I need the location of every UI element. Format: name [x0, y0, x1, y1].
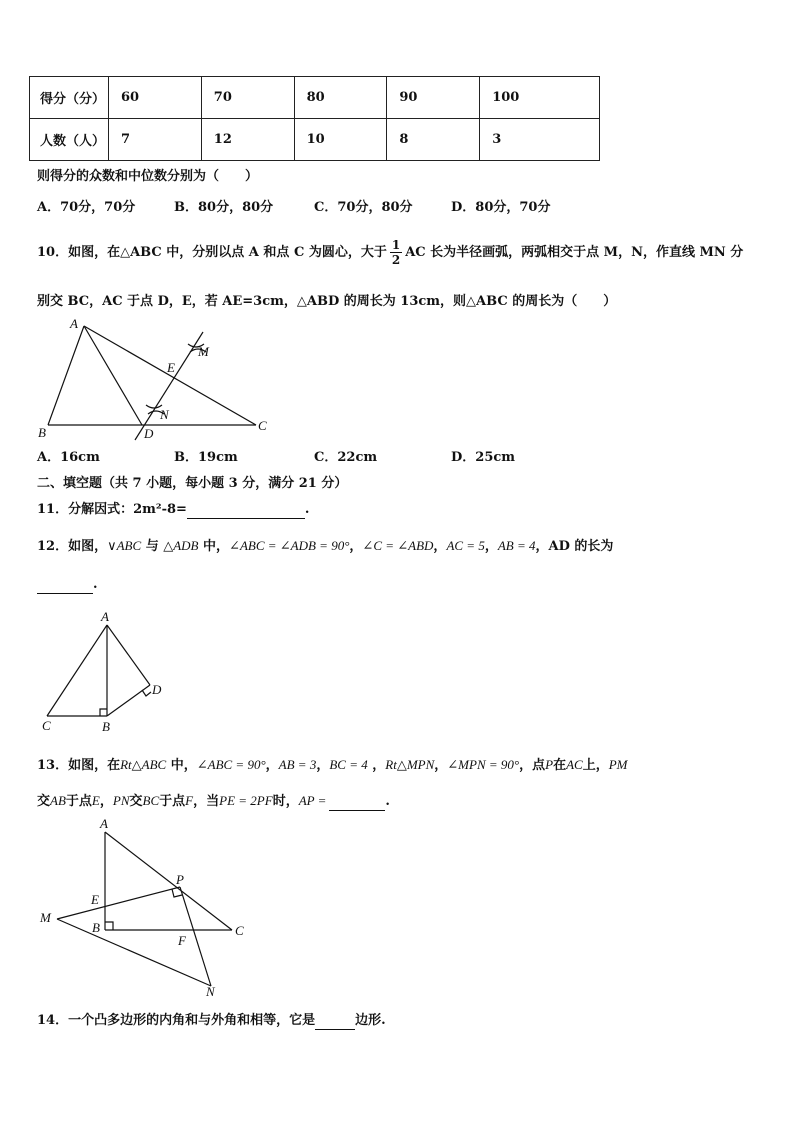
label-e: E	[167, 360, 175, 375]
q13-p: P	[545, 757, 554, 772]
label-a: A	[100, 816, 108, 831]
table-cell: 3	[480, 119, 600, 161]
q13-ang2: ∠MPN = 90°	[447, 757, 520, 772]
label-m: M	[198, 344, 209, 359]
q13-rt1: Rt△ABC	[120, 757, 167, 772]
q13-ab2: AB	[50, 793, 66, 808]
table-cell: 10	[294, 119, 387, 161]
q14-line	[37, 1012, 386, 1030]
q12-angles2: ∠C = ∠ABD	[362, 538, 434, 553]
q10-option-c: C．22cm	[314, 450, 378, 465]
q9-option-c: C．70分，80分	[314, 200, 413, 215]
q12-comma2: ，	[433, 539, 447, 554]
q12-mid1: 与	[141, 539, 164, 554]
label-a: A	[101, 609, 109, 624]
table-cell: 70	[201, 77, 294, 119]
fraction-numerator: 1	[391, 238, 401, 252]
q13-pre: 13．如图，在	[37, 758, 121, 773]
label-d: D	[144, 426, 154, 441]
q13-l2e: 时，	[272, 794, 299, 809]
q9-stem: 则得分的众数和中位数分别为（ ）	[37, 169, 259, 184]
table-cell: 80	[294, 77, 387, 119]
q13-m3: 在	[553, 758, 567, 773]
q13-ap: AP =	[298, 793, 327, 808]
q10-option-b: B．19cm	[174, 450, 238, 465]
q13-m1: 中，	[166, 758, 197, 773]
section-title: 二、填空题（共 7 小题，每小题 3 分，满分 21 分）	[37, 476, 348, 491]
q13-end: .	[385, 794, 390, 809]
q13-rt2: Rt△MPN	[385, 757, 435, 772]
table-row-header: 人数（人）	[30, 119, 109, 161]
q13-c2: ，	[316, 758, 330, 773]
q13-l2b: 于点	[65, 794, 92, 809]
label-c: C	[235, 923, 244, 938]
label-c: C	[42, 718, 51, 733]
q13-ac: AC	[566, 757, 583, 772]
q13-f: F	[185, 793, 194, 808]
table-cell: 8	[387, 119, 480, 161]
q12-ac: AC = 5	[446, 538, 485, 553]
fraction-denominator: 2	[391, 253, 401, 267]
table-cell: 7	[109, 119, 202, 161]
q9-option-a: A．70分，70分	[37, 200, 136, 215]
q13-m2: ，点	[519, 758, 546, 773]
q13-pm: PM	[608, 757, 628, 772]
q12-tri2: △ADB	[163, 538, 199, 553]
table-cell: 12	[201, 119, 294, 161]
q13-ang1: ∠ABC = 90°	[196, 757, 266, 772]
label-d: D	[152, 682, 162, 697]
q10-line1-post: AC 长为半径画弧，两弧相交于点 M，N，作直线 MN 分	[405, 244, 744, 260]
q13-ab: AB = 3	[278, 757, 317, 772]
right-angle-b	[105, 922, 113, 930]
label-f: F	[178, 933, 186, 948]
table-row-header: 得分（分）	[30, 77, 109, 119]
q12-comma3: ，	[484, 539, 498, 554]
label-p: P	[176, 872, 184, 887]
q14-text: 14．一个凸多边形的内角和与外角和相等，它是	[37, 1013, 316, 1028]
q13-e: E	[91, 793, 100, 808]
q9-option-d: D．80分，70分	[451, 200, 551, 215]
table-cell: 90	[387, 77, 480, 119]
label-e: E	[91, 892, 99, 907]
q12-end: .	[93, 577, 98, 592]
q13-eq: PE = 2PF	[219, 793, 273, 808]
q13-c3: ，	[367, 758, 386, 773]
q13-pn: PN	[112, 793, 130, 808]
q12-angles: ∠ABC = ∠ADB = 90°	[229, 538, 350, 553]
q13-m4: 上，	[582, 758, 609, 773]
label-n: N	[206, 984, 215, 999]
q13-c4: ，	[434, 758, 448, 773]
label-b: B	[38, 425, 46, 440]
q13-l2a: 交	[37, 794, 51, 809]
label-a: A	[70, 316, 78, 331]
q13-l2d: 于点	[159, 794, 186, 809]
segment-mn	[57, 919, 211, 986]
table-cell: 100	[480, 77, 600, 119]
label-m: M	[40, 910, 51, 925]
label-b: B	[92, 920, 100, 935]
q12-pre: 12．如图，	[37, 539, 108, 554]
label-b: B	[102, 719, 110, 734]
q13-c1: ，	[265, 758, 279, 773]
q11-end: .	[304, 502, 310, 517]
q10-line2: 别交 BC，AC 于点 D，E，若 AE=3cm，△ABD 的周长为 13cm，则△ABC 的周长为（ ）	[37, 294, 617, 309]
q13-l2c: 交	[129, 794, 143, 809]
q13-c5: ，	[99, 794, 113, 809]
q11-text: 11．分解因式：2m²-8=	[37, 502, 187, 517]
q12-mid2: 中，	[198, 539, 230, 554]
table-cell: 60	[109, 77, 202, 119]
q14-end: 边形.	[355, 1013, 386, 1028]
label-n: N	[160, 407, 169, 422]
q10-option-d: D．25cm	[451, 450, 516, 465]
q12-post: ，AD 的长为	[535, 539, 614, 554]
answer-blank[interactable]	[315, 1015, 355, 1030]
q10-line1-pre: 10．如图，在△ABC 中，分别以点 A 和点 C 为圆心，大于	[37, 244, 387, 260]
segment-mp	[57, 887, 180, 919]
q12-tri1: ∨ABC	[107, 538, 142, 553]
label-c: C	[258, 418, 267, 433]
segment-ac	[105, 832, 232, 930]
q12-ab: AB = 4	[497, 538, 536, 553]
q13-bc2: BC	[142, 793, 160, 808]
q12-comma1: ，	[349, 539, 363, 554]
q13-bc: BC = 4	[329, 757, 368, 772]
q13-c6: ，当	[193, 794, 220, 809]
q9-option-b: B．80分，80分	[174, 200, 274, 215]
q10-option-a: A．16cm	[37, 450, 100, 465]
